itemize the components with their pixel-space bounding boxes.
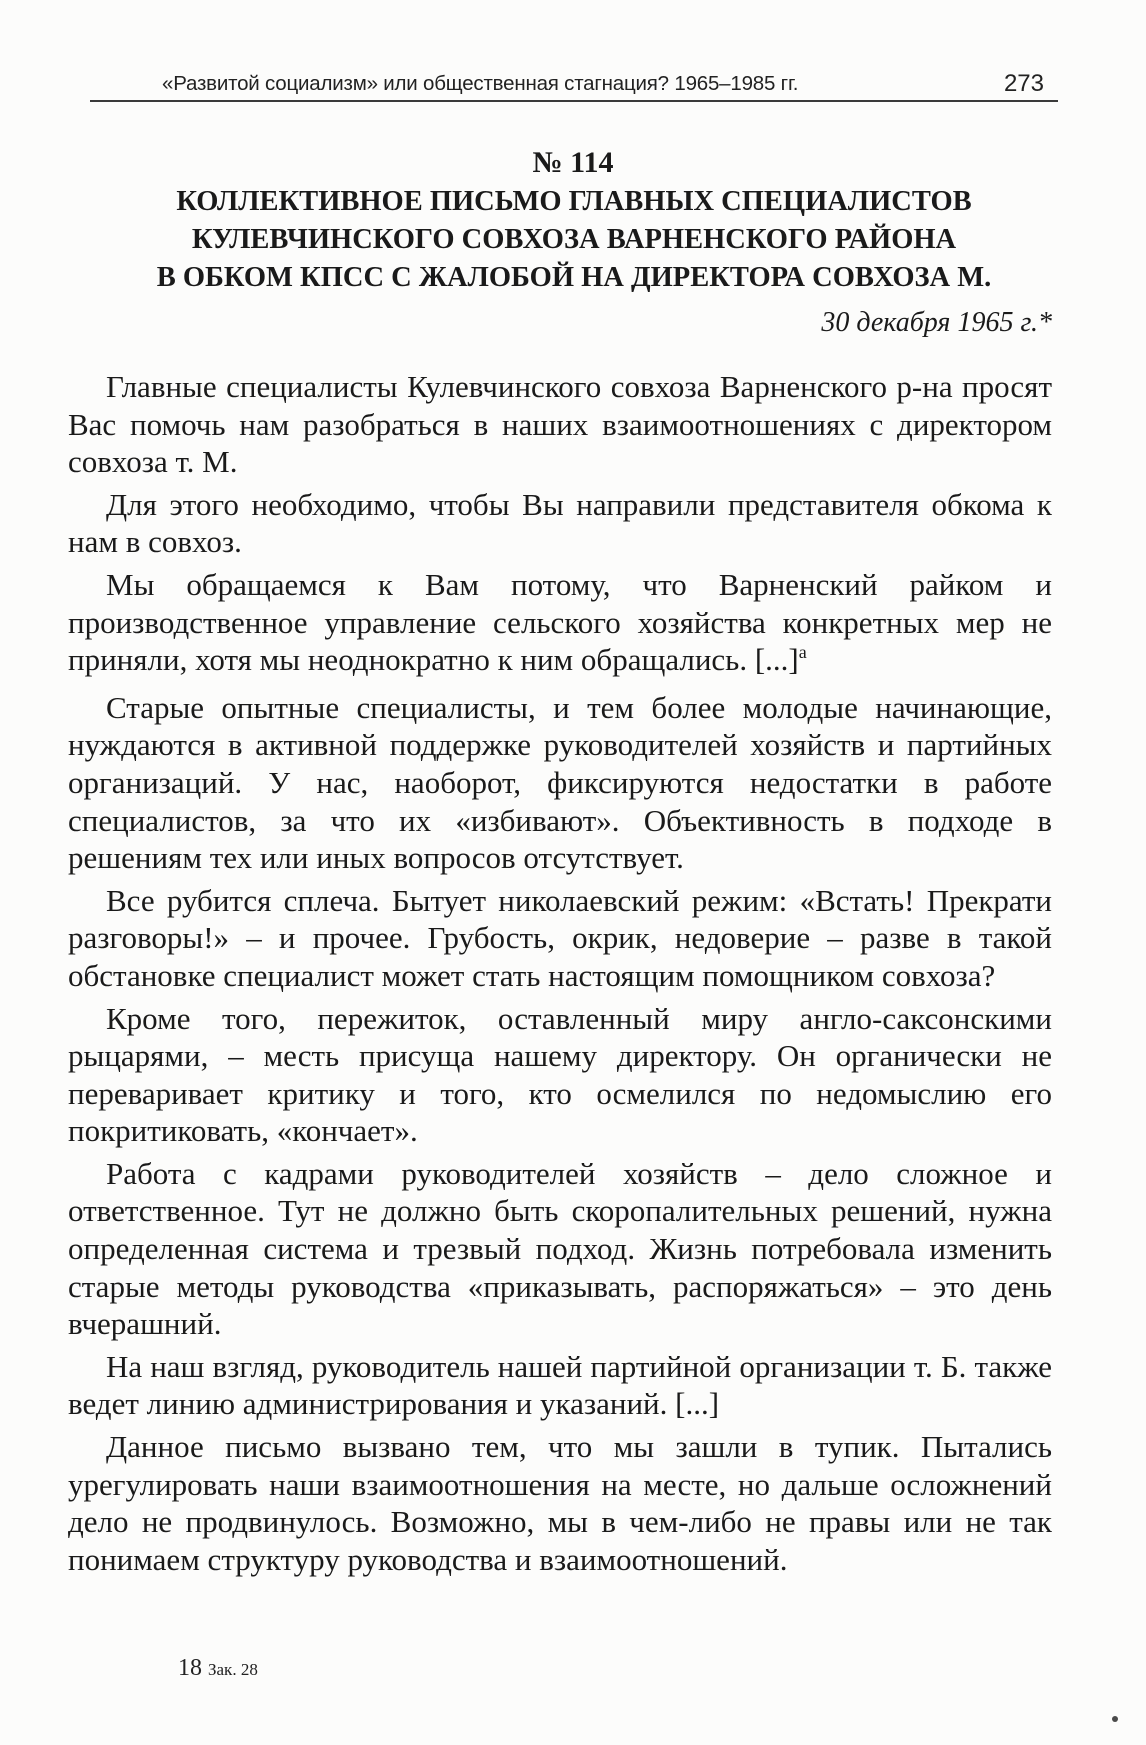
sheet-number: 18 xyxy=(178,1655,202,1681)
paragraph: Все рубится сплеча. Бытует николаевский режим: «Встать! Прекрати разговоры!» – и прочее. Грубость, окрик, недоверие – разве в такой обстановке специалист может стать настоящим помощником совхоза? xyxy=(68,882,1052,993)
paragraph: На наш взгляд, руководитель нашей партийной организации т. Б. также ведет линию администрирования и указаний. [...] xyxy=(68,1348,1052,1422)
document-title-line: В ОБКОМ КПСС С ЖАЛОБОЙ НА ДИРЕКТОРА СОВХОЗА М. xyxy=(156,262,992,293)
page-number: 273 xyxy=(1003,70,1044,97)
letter-body xyxy=(68,368,1052,1583)
document-title xyxy=(90,183,1058,297)
order-mark: Зак. 28 xyxy=(208,1660,258,1679)
paragraph: Старые опытные специалисты, и тем более молодые начинающие, нуждаются в активной поддержке руководителей хозяйств и партийных организаций. У нас, наоборот, фиксируются недостатки в работе специалистов, за что их «избивают». Объективность в подходе в решениям тех или иных вопросов отсутствует. xyxy=(68,689,1052,876)
paragraph: Для этого необходимо, чтобы Вы направили представителя обкома к нам в совхоз. xyxy=(68,486,1052,560)
paragraph-text: Мы обращаемся к Вам потому, что Варненский райком и производственное управление сельского хозяйства конкретных мер не приняли, хотя мы неоднократно к ним обращались. [...] xyxy=(68,566,1052,678)
paragraph xyxy=(68,566,1052,684)
paragraph: Кроме того, пережиток, оставленный миру англо-саксонскими рыцарями, – месть присуща нашему директору. Он органически не переваривает критику и того, кто осмелился по недомыслию его покритиковать, «кончает». xyxy=(68,1000,1052,1149)
footnote-mark: а xyxy=(798,642,807,663)
document-title-line: КУЛЕВЧИНСКОГО СОВХОЗА ВАРНЕНСКОГО РАЙОНА xyxy=(191,224,957,255)
print-speck xyxy=(1112,1716,1118,1722)
document-number: № 114 xyxy=(532,146,614,179)
document-date: 30 декабря 1965 г.* xyxy=(821,307,1052,338)
running-head xyxy=(90,70,1058,106)
paragraph: Работа с кадрами руководителей хозяйств – дело сложное и ответственное. Тут не должно быть скоропалительных решений, нужна определенная система и трезвый подход. Жизнь потребовала изменить старые методы руководства «приказывать, распоряжаться» – это день вчерашний. xyxy=(68,1155,1052,1342)
paragraph: Главные специалисты Кулевчинского совхоза Варненского р-на просят Вас помочь нам разобраться в наших взаимоотношениях с директором совхоза т. М. xyxy=(68,369,1052,480)
document-title-line: КОЛЛЕКТИВНОЕ ПИСЬМО ГЛАВНЫХ СПЕЦИАЛИСТОВ xyxy=(176,186,972,217)
running-title: «Развитой социализм» или общественная стагнация? 1965–1985 гг. xyxy=(162,72,799,95)
paragraph: Данное письмо вызвано тем, что мы зашли в тупик. Пытались урегулировать наши взаимоотношения на месте, но дальше осложнений дело не продвинулось. Возможно, мы в чем-либо не правы или не так понимаем структуру руководства и взаимоотношений. xyxy=(68,1429,1052,1577)
printer-signature xyxy=(178,1655,258,1682)
header-rule xyxy=(90,100,1058,102)
